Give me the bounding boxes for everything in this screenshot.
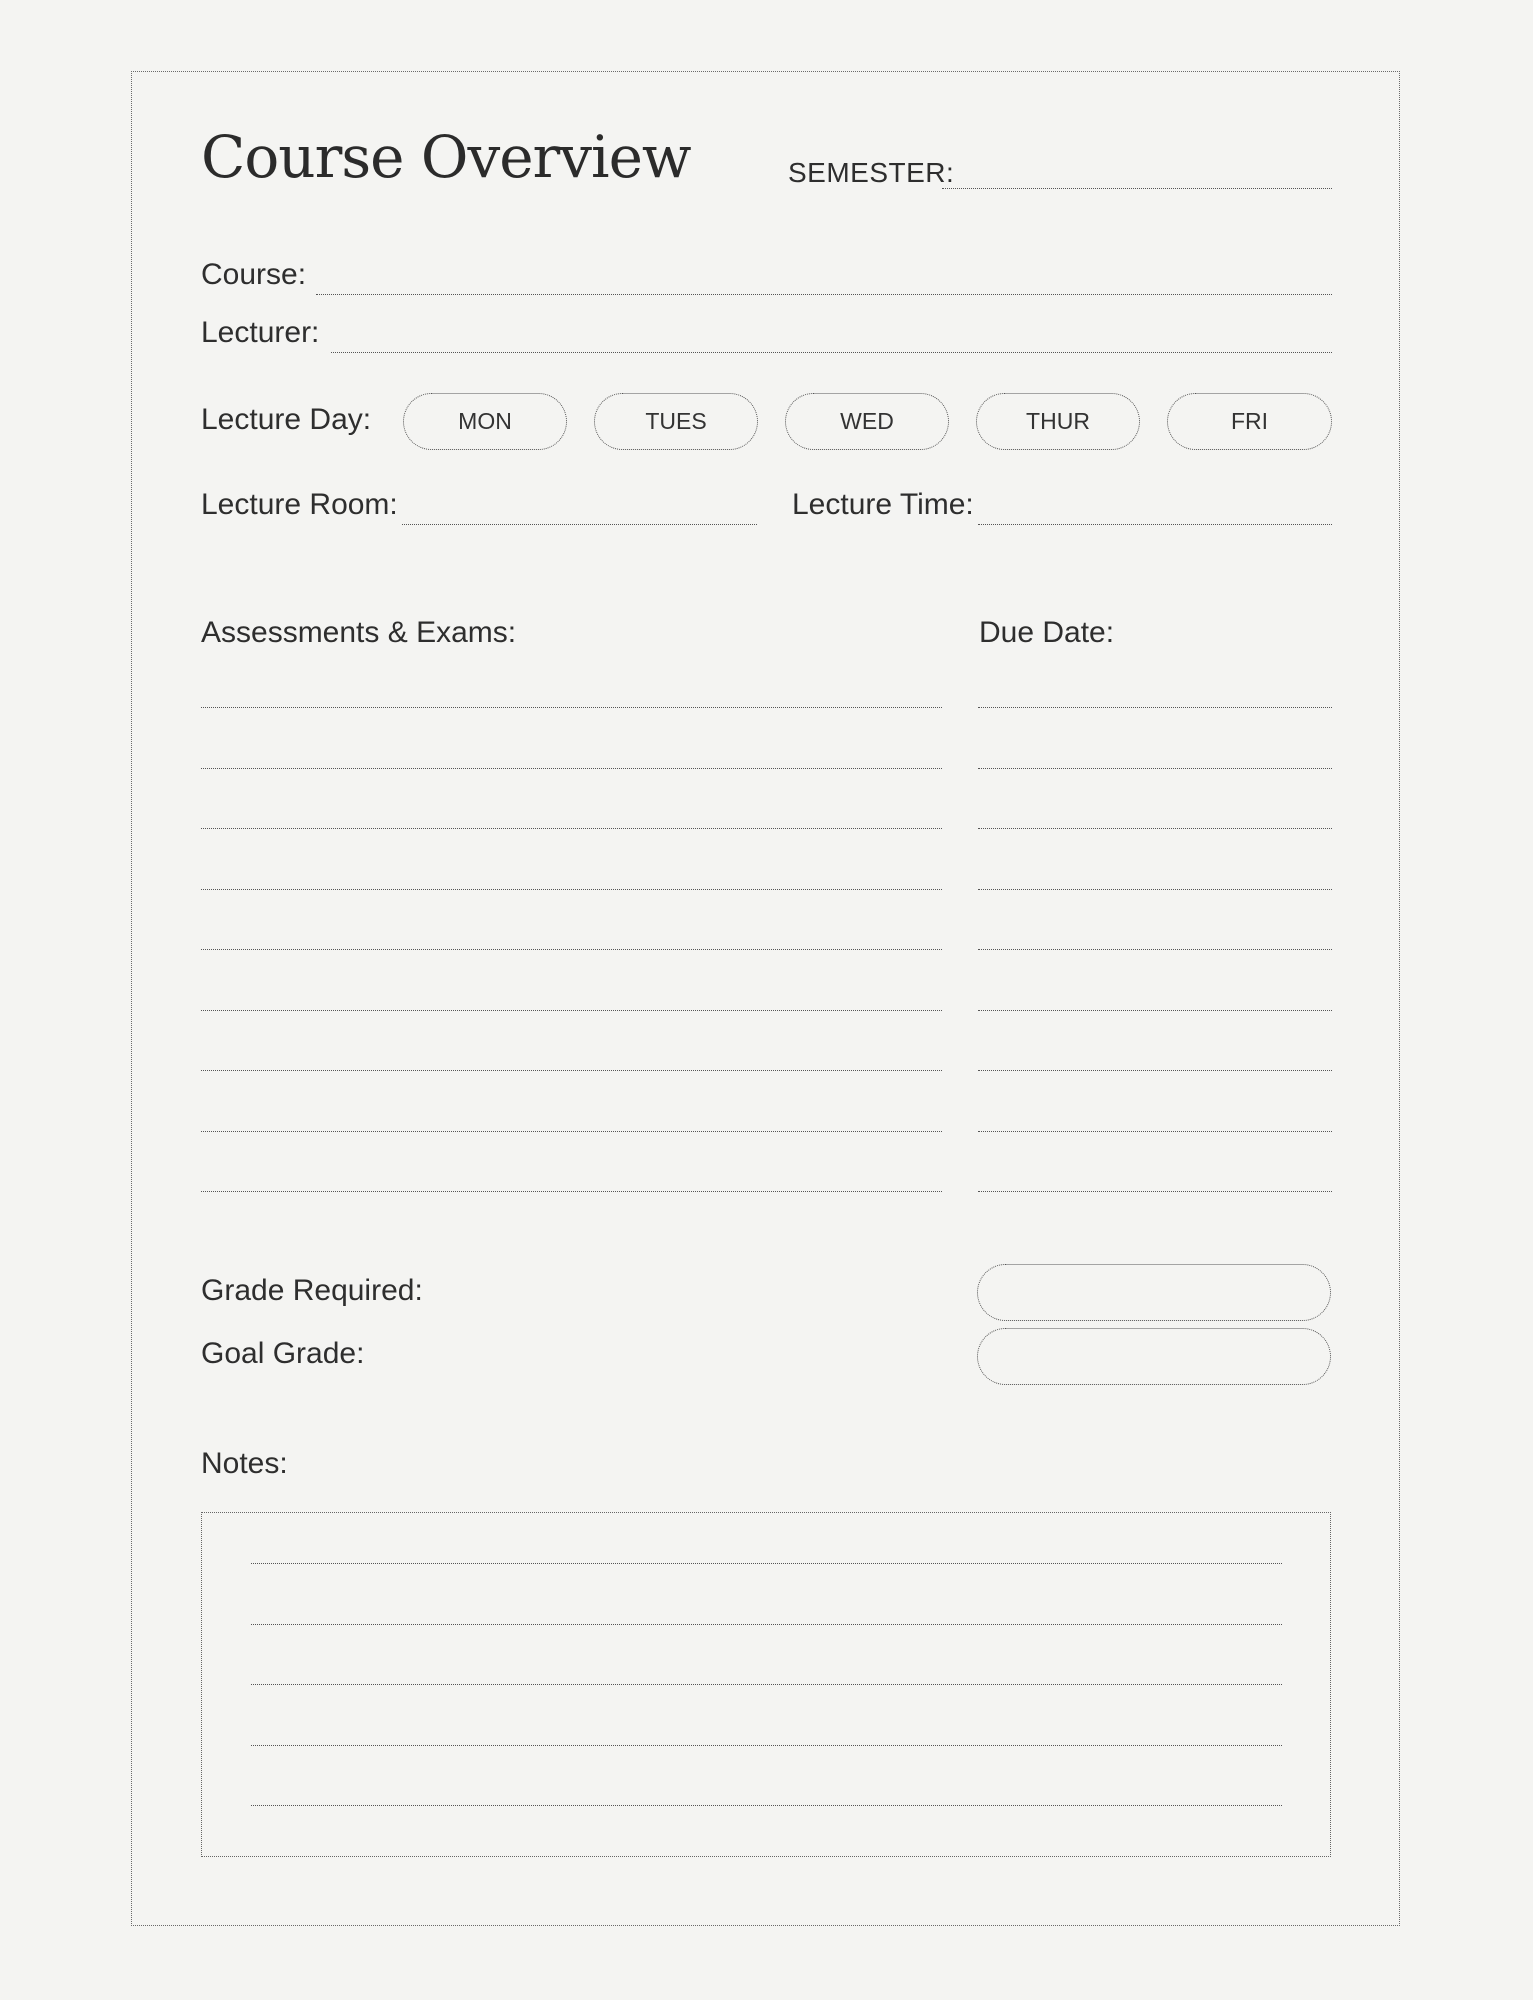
assessment-name-field[interactable] [201,768,942,769]
assessment-name-field[interactable] [201,949,942,950]
due-date-field[interactable] [978,1010,1332,1011]
due-date-field[interactable] [978,707,1332,708]
goal-grade-label: Goal Grade: [201,1337,365,1370]
due-date-field[interactable] [978,949,1332,950]
assessment-name-field[interactable] [201,707,942,708]
lecturer-label: Lecturer: [201,316,320,349]
due-date-field[interactable] [978,768,1332,769]
lecturer-field[interactable] [331,352,1332,353]
assessment-name-field[interactable] [201,1191,942,1192]
due-date-field[interactable] [978,1191,1332,1192]
day-option-thur[interactable]: THUR [976,393,1140,450]
lecture-time-label: Lecture Time: [792,488,974,521]
day-option-mon[interactable]: MON [403,393,567,450]
day-option-wed[interactable]: WED [785,393,949,450]
semester-field[interactable] [942,188,1332,189]
lecture-room-label: Lecture Room: [201,488,398,521]
lecture-time-field[interactable] [978,524,1332,525]
lecture-day-label: Lecture Day: [201,403,372,436]
grade-required-label: Grade Required: [201,1274,423,1307]
due-date-field[interactable] [978,1131,1332,1132]
due-date-field[interactable] [978,889,1332,890]
notes-line[interactable] [251,1624,1282,1625]
semester-label: SEMESTER: [788,157,955,188]
notes-label: Notes: [201,1447,288,1480]
day-option-tues[interactable]: TUES [594,393,758,450]
assessments-heading: Assessments & Exams: [201,616,517,649]
notes-line[interactable] [251,1563,1282,1564]
assessment-name-field[interactable] [201,828,942,829]
notes-line[interactable] [251,1745,1282,1746]
due-date-heading: Due Date: [979,616,1115,649]
assessment-name-field[interactable] [201,889,942,890]
course-label: Course: [201,258,307,291]
due-date-field[interactable] [978,828,1332,829]
page-title: Course Overview [201,123,691,191]
day-option-fri[interactable]: FRI [1167,393,1332,450]
assessment-name-field[interactable] [201,1131,942,1132]
notes-line[interactable] [251,1684,1282,1685]
notes-line[interactable] [251,1805,1282,1806]
course-field[interactable] [316,294,1332,295]
assessment-name-field[interactable] [201,1010,942,1011]
lecture-room-field[interactable] [402,524,757,525]
assessment-name-field[interactable] [201,1070,942,1071]
grade-required-field[interactable] [977,1264,1331,1321]
due-date-field[interactable] [978,1070,1332,1071]
goal-grade-field[interactable] [977,1328,1331,1385]
